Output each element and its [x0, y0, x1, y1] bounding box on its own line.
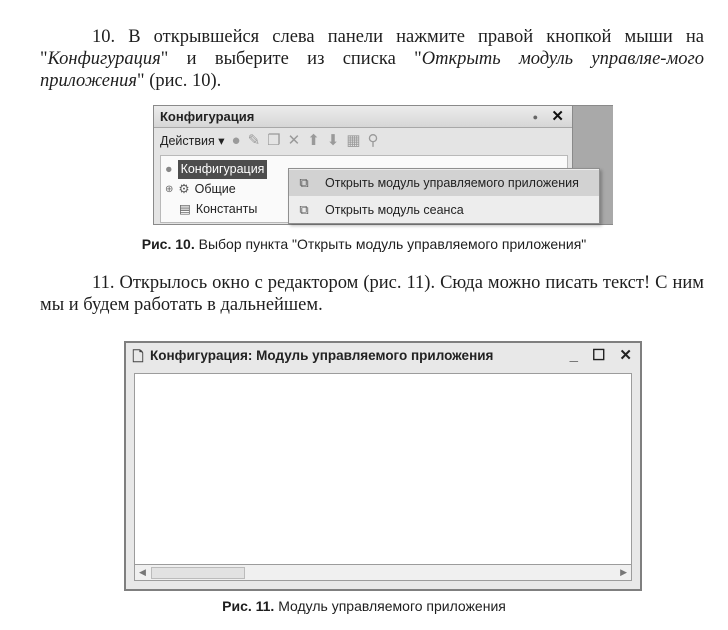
- tree-item-label: Константы: [195, 202, 258, 216]
- step-11-text: Открылось окно с редактором (рис. 11). Сюда можно писать текст! С ним мы и будем работать в дальнейшем.: [40, 273, 704, 315]
- figure-10-caption: [0, 236, 728, 252]
- menu-item-open-session-module[interactable]: [289, 197, 599, 223]
- context-menu: [288, 168, 600, 224]
- module-window-title: Конфигурация: Модуль управляемого приложения: [150, 348, 494, 363]
- circle-icon[interactable]: ●: [231, 132, 241, 149]
- step-11-paragraph: [40, 272, 704, 316]
- common-icon: ⚙: [178, 182, 190, 196]
- code-editor-area[interactable]: [134, 373, 632, 565]
- step-10-text-c: " (рис. 10).: [137, 71, 222, 91]
- figure-11-caption-number: Рис. 11.: [222, 598, 275, 614]
- expand-icon[interactable]: ⊕: [165, 184, 174, 195]
- step-10-italic-a: Конфигурация: [47, 49, 161, 69]
- minimize-icon[interactable]: _: [569, 347, 578, 364]
- delete-icon[interactable]: ✕: [287, 132, 301, 149]
- step-10-paragraph: [40, 26, 704, 92]
- figure-10-screenshot: [153, 105, 613, 225]
- config-toolbar: [154, 129, 572, 153]
- figure-10-caption-text: Выбор пункта "Открыть модуль управляемого приложения": [198, 236, 587, 252]
- grid-icon[interactable]: ▦: [346, 132, 361, 149]
- scroll-left-icon[interactable]: ◀: [139, 567, 146, 577]
- close-icon[interactable]: ✕: [619, 347, 632, 364]
- menu-item-open-managed-app-module[interactable]: [289, 170, 599, 196]
- copy-icon[interactable]: ❐: [267, 132, 281, 149]
- figure-11-caption-text: Модуль управляемого приложения: [278, 598, 506, 614]
- module-icon: ⧉: [299, 202, 309, 217]
- actions-menu-button[interactable]: Действия ▾: [160, 134, 225, 148]
- up-arrow-icon[interactable]: ⬆: [307, 132, 320, 149]
- close-icon[interactable]: ✕: [551, 108, 564, 125]
- config-panel-title: Конфигурация: [160, 109, 255, 124]
- scroll-thumb[interactable]: [151, 567, 245, 579]
- step-10-text-a: В открывшейся слева панели нажмите правой кнопкой мыши на ": [40, 27, 704, 69]
- step-10-number: 10.: [92, 27, 116, 47]
- tree-item-common[interactable]: [165, 180, 236, 199]
- horizontal-scrollbar[interactable]: [134, 565, 632, 581]
- tree-item-configuration[interactable]: [165, 160, 267, 179]
- down-arrow-icon[interactable]: ⬇: [326, 132, 340, 149]
- configuration-icon: ●: [165, 162, 173, 176]
- step-10-italic-b: Открыть модуль управляе-мого приложения: [40, 49, 704, 91]
- window-buttons: [570, 343, 632, 369]
- figure-11-caption: [0, 598, 728, 614]
- config-panel-titlebar: [154, 106, 572, 128]
- scroll-right-icon[interactable]: ▶: [620, 567, 627, 577]
- step-10-text-b: " и выберите из списка ": [160, 49, 422, 69]
- tree-item-constants[interactable]: [179, 200, 257, 219]
- actions-menu-label: Действия: [160, 134, 215, 148]
- tree-item-label: Конфигурация: [178, 160, 268, 179]
- pin-icon[interactable]: ●: [532, 112, 538, 122]
- tree-item-label: Общие: [194, 182, 236, 196]
- constants-icon: ▤: [179, 202, 191, 216]
- figure-11-screenshot: [124, 341, 642, 591]
- document-icon: 🗋: [132, 348, 144, 364]
- menu-item-label: Открыть модуль управляемого приложения: [325, 176, 579, 190]
- step-11-number: 11.: [92, 273, 115, 293]
- figure-10-caption-number: Рис. 10.: [141, 236, 195, 252]
- maximize-icon[interactable]: ☐: [591, 347, 606, 364]
- module-window-titlebar: [126, 343, 640, 369]
- pencil-icon[interactable]: ✎: [247, 132, 261, 149]
- menu-item-label: Открыть модуль сеанса: [325, 203, 464, 217]
- module-icon: ⧉: [299, 175, 309, 190]
- filter-icon[interactable]: ⚲: [367, 132, 379, 149]
